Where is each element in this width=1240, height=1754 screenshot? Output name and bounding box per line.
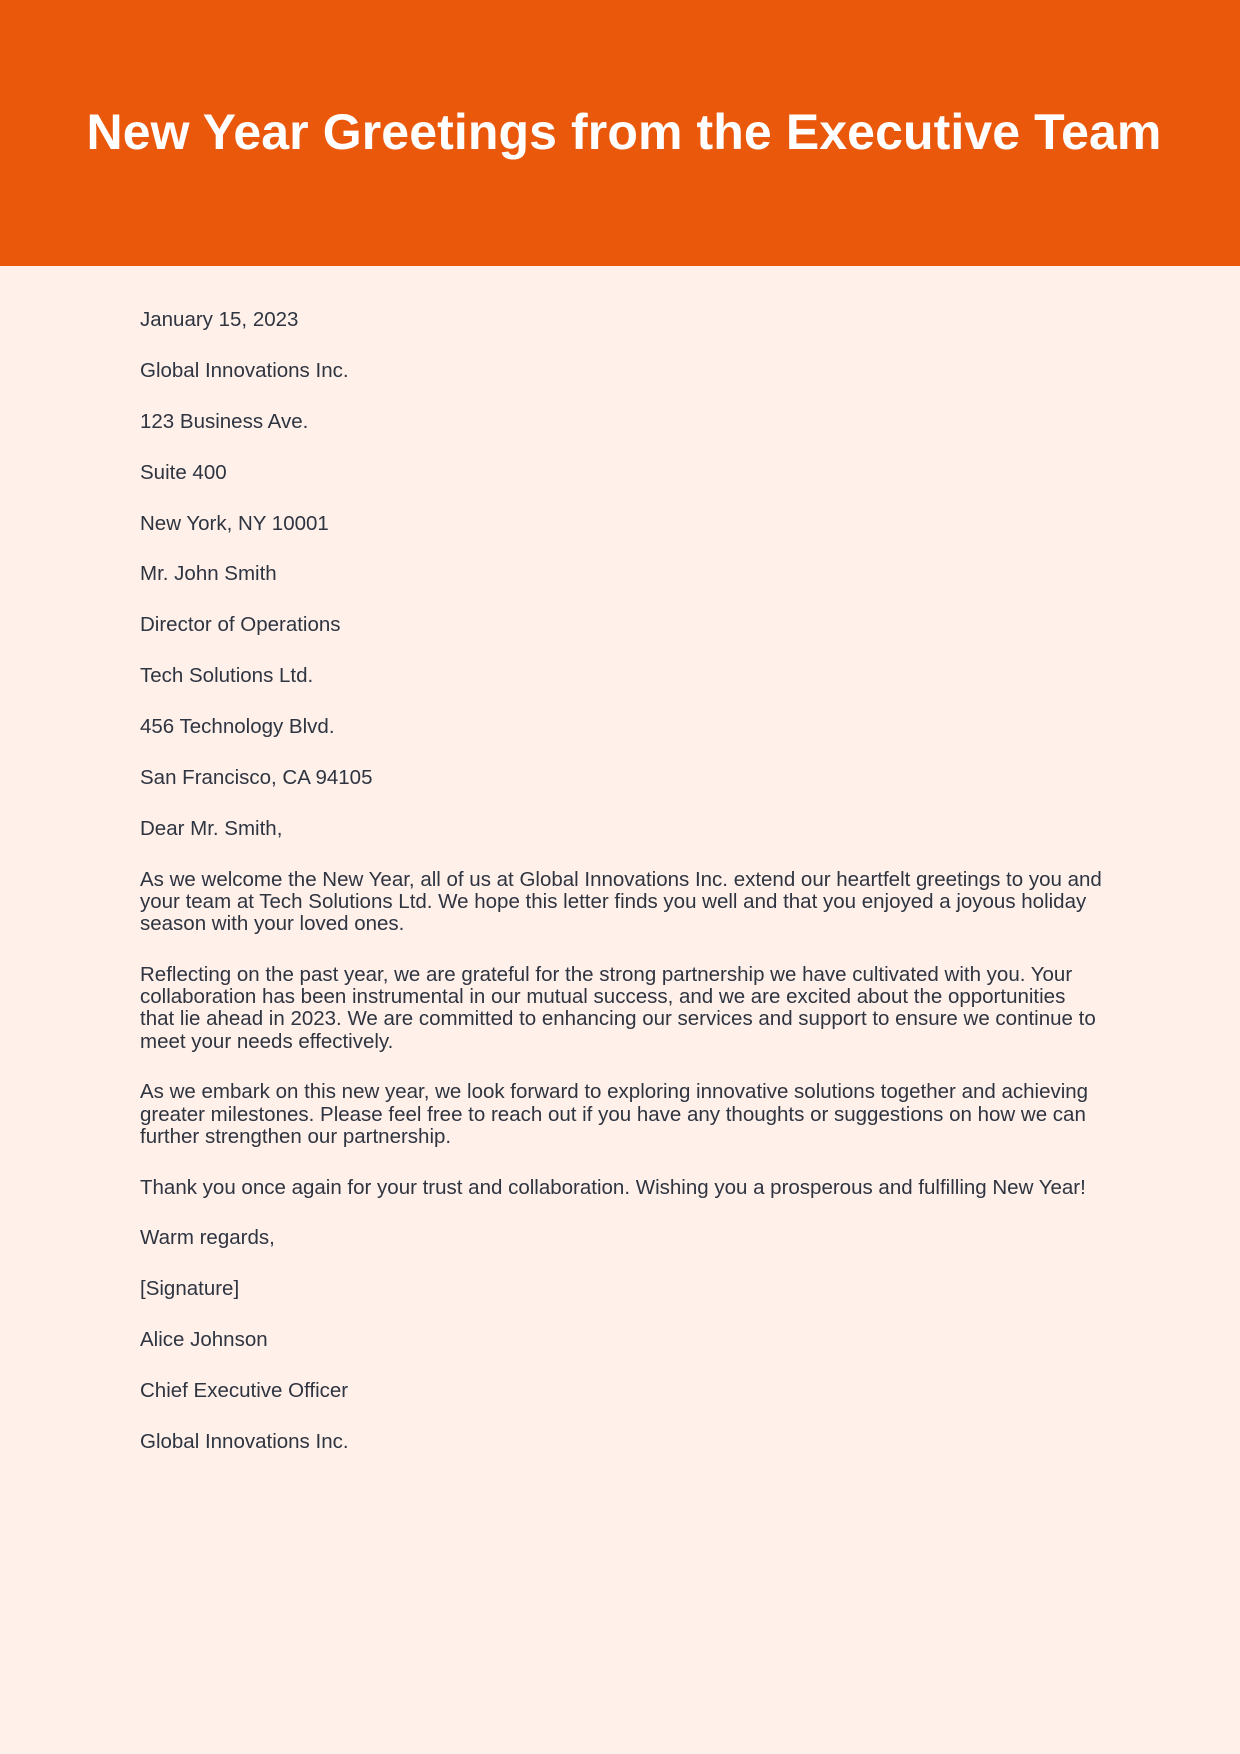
sender-address-line1: 123 Business Ave. (140, 409, 309, 433)
recipient-city-state-zip: San Francisco, CA 94105 (140, 766, 373, 790)
sender-address-line2: Suite 400 (140, 460, 227, 484)
body-paragraph-4: Thank you once again for your trust and collaboration. Wishing you a prosperous and fulfilling New Year! (140, 1175, 1086, 1199)
signature-placeholder: [Signature] (140, 1277, 240, 1301)
closing: Warm regards, (140, 1226, 275, 1250)
signer-title: Chief Executive Officer (140, 1379, 349, 1403)
salutation: Dear Mr. Smith, (140, 816, 283, 840)
body-paragraph-2: Reflecting on the past year, we are grateful for the strong partnership we have cultivated with you. Your collaboration has been instrumental in our mutual success, and we are excited about the opportunities that lie ahead in 2023. We are committed to enhancing our services and support to ensure we continue to meet your needs effectively. (140, 963, 1096, 1053)
recipient-address-line1: 456 Technology Blvd. (140, 715, 335, 739)
signer-company: Global Innovations Inc. (140, 1429, 349, 1453)
letter-body (140, 309, 1102, 1482)
letter-header-banner (0, 0, 1240, 266)
recipient-company: Tech Solutions Ltd. (140, 664, 314, 688)
recipient-name: Mr. John Smith (140, 562, 277, 586)
recipient-title: Director of Operations (140, 613, 341, 637)
signer-name: Alice Johnson (140, 1328, 268, 1352)
body-paragraph-1: As we welcome the New Year, all of us at Global Innovations Inc. extend our heartfelt greetings to you and your team at Tech Solutions Ltd. We hope this letter finds you well and that you enjoyed a joyous holiday season with your loved ones. (140, 867, 1102, 936)
body-paragraph-3: As we embark on this new year, we look forward to exploring innovative solutions together and achieving greater milestones. Please feel free to reach out if you have any thoughts or suggestions on how we can further strengthen our partnership. (140, 1080, 1089, 1148)
letter-date: January 15, 2023 (140, 308, 299, 331)
sender-city-state-zip: New York, NY 10001 (140, 511, 329, 535)
sender-company: Global Innovations Inc. (140, 358, 349, 382)
letter-title: New Year Greetings from the Executive Team (86, 104, 1162, 160)
